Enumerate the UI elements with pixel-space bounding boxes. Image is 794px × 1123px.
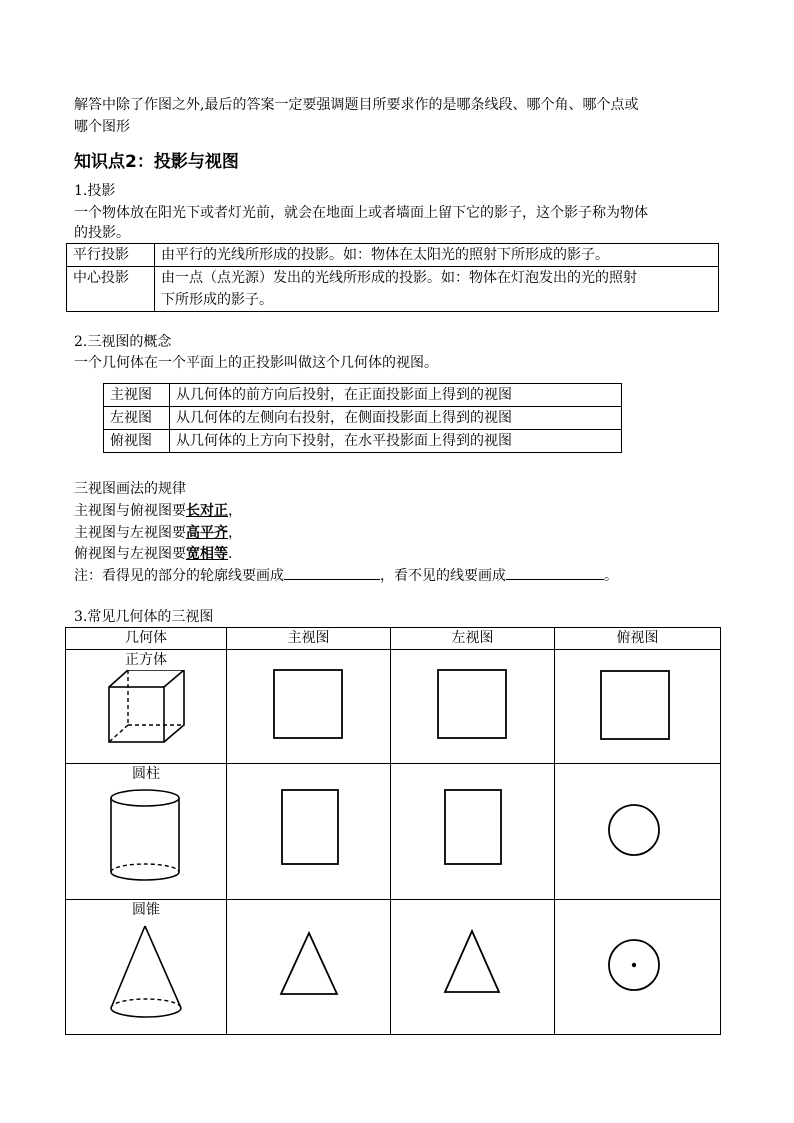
header-front-view: 主视图 xyxy=(227,628,391,650)
view-name: 主视图 xyxy=(104,384,170,407)
solid-label: 圆柱 xyxy=(132,766,160,782)
circle-with-center-icon xyxy=(555,900,720,1027)
table-header-row xyxy=(66,628,721,650)
solid-cell xyxy=(66,900,227,1035)
rectangle-icon xyxy=(227,764,390,892)
header-solid: 几何体 xyxy=(66,628,227,650)
table-row xyxy=(104,407,622,430)
rule-3: 俯视图与左视图要宽相等. xyxy=(74,546,233,562)
rule-2: 主视图与左视图要高平齐， xyxy=(74,525,242,541)
projection-desc: 由平行的光线所形成的投影。如：物体在太阳光的照射下所形成的影子。 xyxy=(155,244,719,267)
rules-heading: 三视图画法的规律 xyxy=(74,481,186,497)
projection-table xyxy=(66,243,719,312)
table-row xyxy=(66,650,721,764)
table-row xyxy=(104,384,622,407)
triangle-icon xyxy=(391,900,554,1027)
cylinder-icon xyxy=(66,784,226,886)
square-icon xyxy=(391,650,554,756)
solid-label: 正方体 xyxy=(125,652,167,668)
front-view-cell xyxy=(227,764,391,900)
left-view-cell xyxy=(391,900,555,1035)
table-row xyxy=(104,430,622,453)
rules-note: 注：看得见的部分的轮廓线要画成 ，看不见的线要画成 。 xyxy=(74,565,618,587)
rule-1-key: 长对正 xyxy=(186,503,228,519)
view-name: 俯视图 xyxy=(104,430,170,453)
projection-desc: 由一点（点光源）发出的光线所形成的投影。如：物体在灯泡发出的光的照射 下所形成的影子。 xyxy=(155,267,719,312)
top-view-cell xyxy=(555,764,721,900)
top-view-cell xyxy=(555,900,721,1035)
projection-name: 平行投影 xyxy=(67,244,155,267)
circle-icon xyxy=(555,764,720,892)
projection-heading: 1.投影 xyxy=(74,183,116,199)
top-view-cell xyxy=(555,650,721,764)
square-icon xyxy=(555,650,720,756)
table-row xyxy=(66,900,721,1035)
table-row xyxy=(67,244,719,267)
cube-icon xyxy=(66,670,226,754)
table-row xyxy=(66,764,721,900)
views-table xyxy=(103,383,622,453)
views-heading: 2.三视图的概念 xyxy=(74,334,172,350)
solid-cell xyxy=(66,764,227,900)
projection-name: 中心投影 xyxy=(67,267,155,312)
common-heading: 3.常见几何体的三视图 xyxy=(74,609,214,625)
projection-desc-line-2: 的投影。 xyxy=(74,225,130,241)
rule-1: 主视图与俯视图要长对正， xyxy=(74,503,242,519)
solid-cell xyxy=(66,650,227,764)
answer-blank-1[interactable] xyxy=(284,565,380,580)
rule-2-key: 高平齐 xyxy=(186,525,228,541)
table-row xyxy=(67,267,719,312)
projection-desc-line-1: 一个物体放在阳光下或者灯光前，就会在地面上或者墙面上留下它的影子，这个影子称为物体 xyxy=(74,205,648,221)
intro-line-2: 哪个图形 xyxy=(74,119,130,135)
square-icon xyxy=(227,650,390,756)
intro-line-1: 解答中除了作图之外,最后的答案一定要强调题目所要求作的是哪条线段、哪个角、哪个点或 xyxy=(74,97,639,113)
left-view-cell xyxy=(391,764,555,900)
view-desc: 从几何体的前方向后投射，在正面投影面上得到的视图 xyxy=(170,384,622,407)
answer-blank-2[interactable] xyxy=(506,565,604,580)
rule-3-key: 宽相等 xyxy=(186,546,228,562)
view-desc: 从几何体的左侧向右投射，在侧面投影面上得到的视图 xyxy=(170,407,622,430)
triangle-icon xyxy=(227,900,390,1027)
view-desc: 从几何体的上方向下投射，在水平投影面上得到的视图 xyxy=(170,430,622,453)
cone-icon xyxy=(66,920,226,1022)
rectangle-icon xyxy=(391,764,554,892)
front-view-cell xyxy=(227,650,391,764)
section-title: 知识点2：投影与视图 xyxy=(74,152,239,172)
left-view-cell xyxy=(391,650,555,764)
view-name: 左视图 xyxy=(104,407,170,430)
header-top-view: 俯视图 xyxy=(555,628,721,650)
header-left-view: 左视图 xyxy=(391,628,555,650)
three-view-table xyxy=(65,627,721,1035)
views-desc: 一个几何体在一个平面上的正投影叫做这个几何体的视图。 xyxy=(74,355,438,371)
solid-label: 圆锥 xyxy=(132,902,160,918)
front-view-cell xyxy=(227,900,391,1035)
